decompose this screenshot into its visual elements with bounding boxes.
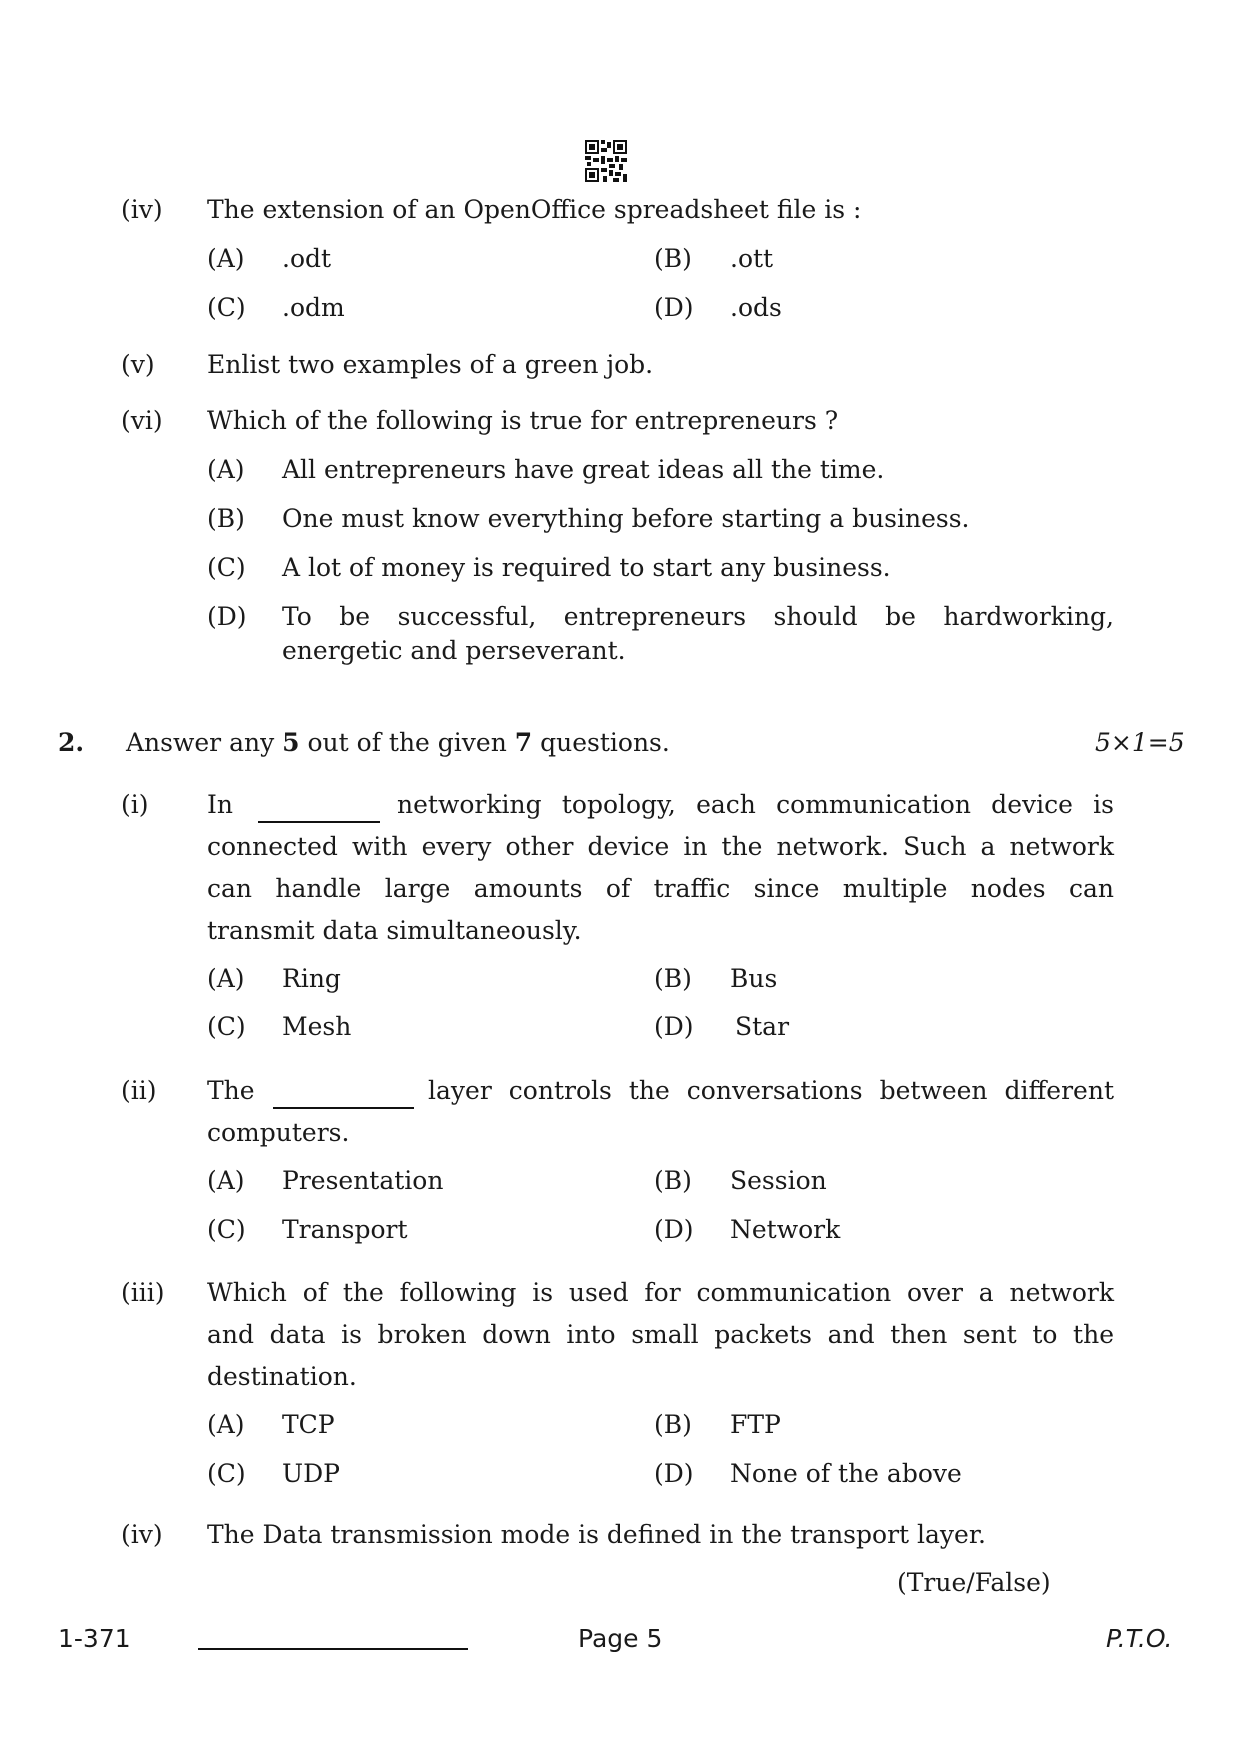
option-text: .ott: [730, 244, 774, 273]
option-text: None of the above: [730, 1459, 962, 1488]
option-text: A lot of money is required to start any business.: [282, 553, 891, 582]
paper-code: 1-371: [58, 1624, 131, 1653]
question-text: In: [207, 790, 233, 819]
qr-code-icon: [585, 140, 627, 182]
option-text: Mesh: [282, 1012, 352, 1041]
option-letter: (C): [207, 1459, 246, 1488]
question-text: computers.: [207, 1118, 350, 1147]
option-letter: (C): [207, 1012, 246, 1041]
question-text: networking topology, each communication device is: [397, 790, 1114, 819]
question-text: Enlist two examples of a green job.: [207, 350, 654, 379]
question-text: The: [207, 1076, 255, 1105]
option-letter: (D): [207, 602, 247, 631]
pto-label: P.T.O.: [1106, 1624, 1173, 1653]
option-letter: (B): [654, 244, 692, 273]
option-text: Network: [730, 1215, 841, 1244]
option-text: .odt: [282, 244, 332, 273]
question-number: (v): [121, 350, 155, 379]
question-number: (iii): [121, 1278, 165, 1307]
option-text: Transport: [282, 1215, 408, 1244]
question-text: transmit data simultaneously.: [207, 916, 582, 945]
option-letter: (A): [207, 244, 245, 273]
question-number: (i): [121, 790, 149, 819]
page-number: Page 5: [578, 1624, 663, 1653]
option-text: TCP: [282, 1410, 335, 1439]
question-number: (ii): [121, 1076, 157, 1105]
option-letter: (B): [654, 1410, 692, 1439]
option-text: UDP: [282, 1459, 340, 1488]
question-text: destination.: [207, 1362, 357, 1391]
question-text: can handle large amounts of traffic since multiple nodes can: [207, 874, 1114, 903]
option-letter: (A): [207, 1410, 245, 1439]
question-number: 2.: [58, 728, 85, 757]
question-text: Which of the following is true for entrepreneurs ?: [207, 406, 839, 435]
marks-label: 5×1=5: [1095, 728, 1185, 757]
option-text: Session: [730, 1166, 827, 1195]
question-number: (vi): [121, 406, 163, 435]
option-letter: (A): [207, 455, 245, 484]
option-text: .odm: [282, 293, 345, 322]
footer-rule: [198, 1648, 468, 1650]
question-text: connected with every other device in the network. Such a network: [207, 832, 1114, 861]
option-letter: (B): [207, 504, 245, 533]
answer-blank: [273, 1076, 414, 1109]
option-text: Star: [735, 1012, 790, 1041]
option-letter: (A): [207, 1166, 245, 1195]
option-text: Bus: [730, 964, 778, 993]
option-text: Ring: [282, 964, 341, 993]
option-letter: (A): [207, 964, 245, 993]
option-letter: (B): [654, 1166, 692, 1195]
question-number: (iv): [121, 1520, 163, 1549]
option-text: To be successful, entrepreneurs should be hardworking,: [282, 602, 1114, 631]
question-text: The Data transmission mode is defined in the transport layer.: [207, 1520, 986, 1549]
option-text: One must know everything before starting a business.: [282, 504, 970, 533]
option-letter: (D): [654, 1012, 694, 1041]
question-text: layer controls the conversations between different: [428, 1076, 1114, 1105]
question-text: and data is broken down into small packets and then sent to the: [207, 1320, 1114, 1349]
option-letter: (C): [207, 1215, 246, 1244]
option-letter: (D): [654, 1459, 694, 1488]
option-text: .ods: [730, 293, 782, 322]
option-text: All entrepreneurs have great ideas all the time.: [282, 455, 885, 484]
question-text: The extension of an OpenOffice spreadsheet file is :: [207, 195, 862, 224]
answer-blank: [258, 790, 380, 823]
option-text: FTP: [730, 1410, 781, 1439]
option-letter: (B): [654, 964, 692, 993]
option-letter: (D): [654, 293, 694, 322]
option-letter: (D): [654, 1215, 694, 1244]
answer-hint: (True/False): [897, 1568, 1051, 1597]
question-number: (iv): [121, 195, 163, 224]
option-letter: (C): [207, 553, 246, 582]
option-letter: (C): [207, 293, 246, 322]
option-text: energetic and perseverant.: [282, 636, 626, 665]
question-text: Which of the following is used for communication over a network: [207, 1278, 1114, 1307]
option-text: Presentation: [282, 1166, 444, 1195]
question-intro: Answer any 5 out of the given 7 questions.: [126, 728, 670, 757]
